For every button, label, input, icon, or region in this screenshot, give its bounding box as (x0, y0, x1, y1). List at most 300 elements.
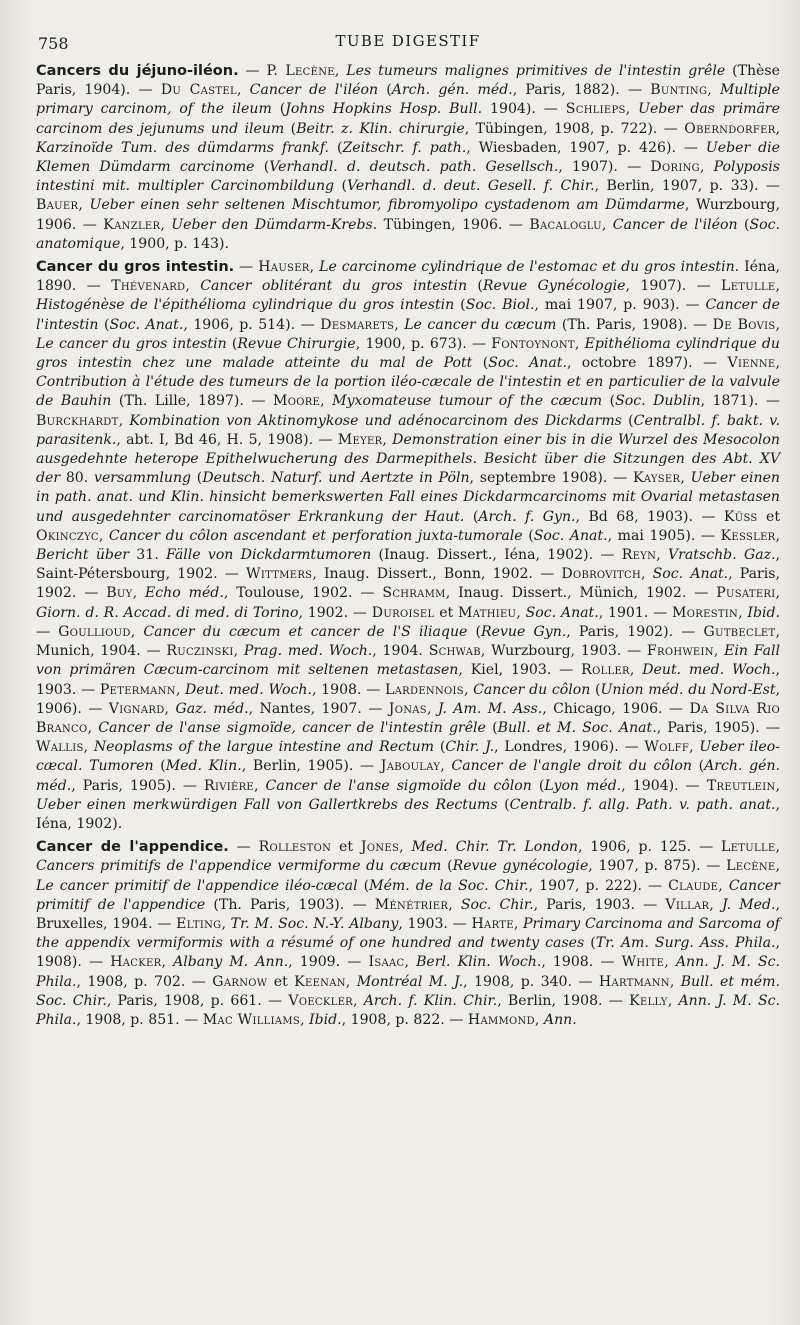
page-header (36, 28, 780, 62)
citation-text: , Kiel, 1903. — (458, 662, 582, 679)
citation-text: , Paris, 1905). — (656, 719, 781, 736)
citation-text: , 1904. (372, 643, 429, 660)
citation-title: Ueber die Klemen Dümdarm carcinome (36, 139, 781, 176)
citation-text: ( (737, 216, 750, 233)
author-name: Duroisel (371, 604, 435, 621)
citation-text: , Paris, 1905). — (71, 777, 205, 794)
citation-title: Arch. gén. méd. (391, 82, 513, 99)
author-name: Da Silva Rio Branco (36, 700, 780, 736)
author-name: Elting (176, 915, 222, 932)
author-name: Schramm (382, 585, 446, 602)
citation-text: , Bd 68, 1903). — (575, 508, 724, 525)
author-name: Thévenard (111, 278, 186, 295)
citation-title: Ibid. (309, 1011, 342, 1028)
citation-text: , 1908). — (36, 935, 780, 971)
citation-text: , 1903. — (36, 662, 781, 698)
citation-text: ( (485, 719, 498, 736)
citation-title: Revue gynécologie (452, 858, 589, 875)
citation-title: Verhandl. d. deut. Gesell. f. Chir. (346, 178, 595, 195)
citation-text: , (534, 1011, 544, 1028)
citation-title: Cancer de l'anse sigmoïde du côlon (265, 777, 532, 794)
author-name: Isaac (368, 954, 405, 971)
citation-text: , 1908, p. 822. — (341, 1011, 468, 1028)
citation-text: , 1906, p. 125. — (577, 839, 722, 856)
citation-text: , (353, 992, 364, 1009)
citation-title: Arch. gén. méd. (36, 758, 781, 794)
citation-text: , Wiesbaden, 1907, p. 426). — (466, 139, 706, 156)
author-name: Schlieps (565, 101, 626, 118)
citation-text: , (185, 278, 201, 295)
citation-text: ( (602, 393, 616, 410)
section-title: Cancers du jéjuno-iléon. (36, 63, 239, 79)
citation-text: (Th. Lille, 1897). — (111, 393, 273, 410)
citation-title: Soc. Anat. (533, 527, 608, 544)
author-name: Moore (272, 393, 321, 410)
citation-text: , (160, 216, 172, 233)
citation-title: Revue Gyn. (481, 623, 567, 640)
citation-text: , (667, 992, 679, 1009)
author-name: Kessler (720, 527, 776, 544)
citation-text: (Th. Paris, 1908). — (556, 316, 713, 333)
citation-title: Ueber einen merkwürdigen Fall von Gallertkrebs des Rectums (36, 796, 498, 813)
citation-text: ( (271, 101, 286, 118)
author-name: De Bovis (712, 316, 776, 333)
author-name: Bacaloglu (529, 216, 602, 233)
citation-title: Cancer de l'angle droit du côlon (451, 758, 692, 775)
citation-text: , septembre 1908). — (469, 470, 633, 487)
author-name: Kanzler (103, 216, 161, 233)
citation-text: , (394, 316, 405, 333)
author-name: Keenan (294, 973, 346, 990)
citation-title: Prag. med. Woch. (243, 643, 373, 660)
citation-text: , (78, 197, 90, 214)
citation-title: Cancer de l'anse sigmoïde, cancer de l'intestin grêle (98, 719, 486, 736)
author-name: Ruczinski (166, 643, 234, 660)
citation-text: ( (434, 739, 446, 756)
citation-title: Giorn. d. R. Accad. di med. di Torino (36, 604, 299, 621)
author-name: Voeckler (288, 992, 354, 1009)
citation-text: , 1906). — (36, 681, 780, 717)
citation-text: , 1908. — (541, 954, 622, 971)
citation-text: — (234, 259, 259, 276)
citation-text: . Tübingen, 1906. — (372, 216, 530, 233)
citation-text: , (775, 839, 780, 856)
citation-title: Beitr. z. Klin. chirurgie (296, 120, 465, 137)
citation-title: Multiple primary carcinom, of the ileum (36, 82, 781, 118)
citation-title: Ein Fall von primären Cæcum-carcinom mit seltenen metastasen (36, 643, 780, 679)
author-name: Kayser (632, 470, 681, 487)
author-name: Reyn (621, 547, 657, 564)
citation-title: Soc. Anat. (488, 355, 567, 372)
citation-text: , (118, 412, 130, 429)
author-name: Mac Williams (202, 1011, 301, 1028)
citation-text: , (775, 858, 781, 875)
citation-title: Cancer de l'iléon (249, 82, 379, 99)
citation-text: , (300, 1011, 310, 1028)
citation-text: , 1907, p. 875). — (588, 858, 727, 875)
author-name: Schwab (428, 643, 481, 660)
author-name: Treutlein (706, 777, 776, 794)
citation-text: , (132, 585, 145, 602)
citation-text: , Paris, 1903. — (533, 896, 666, 913)
citation-title: Demonstration einer bis in die Wurzel des Mesocolon ausgedehnte heterope Epithelwucherung des Darmepithels. Besicht über die Sitzungen des Abt. XV der (36, 431, 780, 487)
citation-title: Polyposis intestini mit. multipler Carcinombildung (36, 159, 780, 195)
citation-text: ( (153, 758, 166, 775)
citation-text: , octobre 1897). — (566, 355, 728, 372)
citation-text: , (175, 681, 185, 698)
citation-text: , 1908. — (311, 681, 385, 698)
citation-text: (Th. Paris, 1903). — (205, 896, 375, 913)
citation-title: Med. Chir. Tr. London (411, 839, 578, 856)
citation-title: Med. Klin. (165, 758, 242, 775)
citation-text: 31. (129, 547, 166, 564)
citation-text: , (233, 643, 244, 660)
citation-title: Gaz. méd. (175, 700, 249, 717)
citation-text: , (574, 335, 585, 352)
citation-text: , (709, 896, 723, 913)
author-name: Morestin (672, 604, 739, 621)
citation-text: ( (497, 796, 510, 813)
citation-text: , (775, 278, 780, 295)
citation-text: ( (590, 681, 601, 698)
citation-title: Berl. Klin. Woch. (416, 954, 542, 971)
citation-title: Soc. Anat. (652, 566, 729, 583)
citation-title: Ann. J. M. Sc. Phila. (36, 954, 780, 990)
citation-title: Cancers primitifs de l'appendice vermiforme du cæcum (36, 858, 442, 875)
citation-text: , (440, 758, 452, 775)
citation-text: , (130, 623, 144, 640)
citation-text: , (516, 604, 526, 621)
citation-text: , (669, 973, 681, 990)
citation-text: ( (531, 777, 545, 794)
author-name: Jonas (388, 700, 427, 717)
citation-text: ( (584, 935, 596, 952)
citation-text: , Toulouse, 1902. — (223, 585, 383, 602)
author-name: Bunting (650, 82, 708, 99)
citation-title: Soc. Anat. (109, 316, 184, 333)
citation-text: ( (191, 470, 203, 487)
author-name: Meyer (337, 431, 383, 448)
author-name: Garnow (212, 973, 268, 990)
citation-text: 1904). — (482, 101, 566, 118)
author-name: Okinczyc (36, 527, 99, 544)
citation-text: , (680, 470, 691, 487)
citation-text: , 1907, p. 222). — (528, 877, 669, 894)
author-name: Wittmers (246, 566, 313, 583)
citation-text: ( (621, 412, 634, 429)
citation-text: et (757, 508, 781, 525)
citation-text: , Berlin, 1905). — (241, 758, 381, 775)
citation-text: , (664, 954, 676, 971)
author-name: Frohwein (646, 643, 714, 660)
author-name: Pusateri (716, 585, 776, 602)
author-name: Hartmann (598, 973, 670, 990)
author-name: Burckhardt (36, 412, 119, 429)
citation-title: Montréal M. J. (356, 973, 464, 990)
page-number: 758 (38, 34, 69, 53)
citation-title: Histogénèse de l'épithélioma cylindrique du gros intestin (36, 297, 455, 314)
citation-text: , (689, 739, 700, 756)
citation-text: ( (691, 758, 705, 775)
citation-text: , 1903. — (398, 915, 472, 932)
citation-text: , (345, 973, 357, 990)
author-name: Rivière (204, 777, 254, 794)
citation-text: ( (467, 623, 482, 640)
citation-text: , (87, 719, 99, 736)
citation-text: , (775, 316, 780, 333)
citation-text: , Inaug. Dissert., Münich, 1902. — (445, 585, 717, 602)
citation-text: et (267, 973, 295, 990)
citation-text: , (320, 393, 333, 410)
citation-title: J. Med. (722, 896, 776, 913)
author-name: Lecène (726, 858, 776, 875)
citation-title: J. Am. M. Ass. (437, 700, 543, 717)
author-name: Desmarets (320, 316, 395, 333)
citation-title: Ann. J. M. Sc. Phila. (36, 992, 780, 1028)
citation-text: , 1908, p. 702. — (76, 973, 213, 990)
citation-text: , 1907). — (558, 159, 651, 176)
citation-text: — (228, 839, 259, 856)
citation-title: Soc. anatomique (36, 216, 780, 252)
citation-text: ( (98, 316, 110, 333)
author-name: Du Castel (160, 82, 237, 99)
citation-text: ( (522, 527, 534, 544)
citation-title: Karzinoïde Tum. des dümdarms frankf. (36, 139, 330, 156)
author-name: Vignard (108, 700, 165, 717)
citation-title: Contribution à l'étude des tumeurs de la portion iléo-cæcale de l'intestin et en particulier de la valvule de Bauhin (36, 374, 780, 410)
citation-title: Union méd. du Nord-Est (600, 681, 776, 698)
author-name: Gutbeclet (703, 623, 776, 640)
author-name: Harte (471, 915, 514, 932)
citation-title: Bericht über (36, 547, 130, 564)
citation-title: Bull. et mém. Soc. Chir. (36, 973, 780, 1009)
citation-text: 80. (60, 470, 94, 487)
citation-text: , (98, 527, 109, 544)
citation-text: , (161, 954, 174, 971)
section-title: Cancer du gros intestin. (36, 259, 235, 276)
citation-text: , 1900, p. 143). (120, 235, 229, 252)
citation-text: et (331, 839, 361, 856)
citation-text: , (699, 159, 714, 176)
citation-text: (Thèse Paris, 1904). — (36, 63, 780, 99)
citation-title: Ueber den Dümdarm-Krebs (171, 216, 373, 233)
citation-title: Ueber einen in path. anat. und Klin. hinsicht bemerkswerten Fall eines Dickdarmcarcinoms mit Ovarial metastasen und ausgedehnter carcinomatöser Erkrankung der Haut. (36, 470, 780, 525)
citation-text: ( (464, 508, 479, 525)
citation-title: Ueber ileo-cæcal. Tumoren (36, 739, 781, 775)
citation-title: Soc. Dublin (615, 393, 701, 410)
citation-title: Deut. med. Woch. (642, 662, 776, 679)
citation-title: Revue Gynécologie (482, 278, 626, 295)
citation-text: , (83, 739, 94, 756)
citation-title: Le cancer du cæcum (404, 316, 557, 333)
citation-text: , (448, 896, 461, 913)
citation-text: , (738, 604, 748, 621)
citation-text: , Wurzbourg, 1903. — (480, 643, 647, 660)
author-name: Hammond (467, 1011, 535, 1028)
citation-text: , mai 1905). — (607, 527, 721, 544)
author-name: Ménétrier (374, 896, 449, 913)
citation-title: Ueber einen sehr seltenen Mischtumor, fibromyolipo cystadenom am Dümdarme (89, 197, 685, 214)
citation-text: , 1902. — (298, 604, 372, 621)
citation-text: ( (467, 278, 483, 295)
citation-text: , (775, 777, 780, 794)
citation-text: ( (357, 877, 370, 894)
citation-text: , (718, 877, 729, 894)
citation-text: — (238, 63, 267, 79)
citation-title: Soc. Chir. (460, 896, 534, 913)
citation-title: Cancer du cæcum et cancer de l'S iliaque (143, 623, 468, 640)
citation-text: , abt. I, Bd 46, H. 5, 1908). — (116, 431, 338, 448)
section-title: Cancer de l'appendice. (36, 839, 229, 856)
author-name: Jones (360, 839, 400, 856)
citation-text: , (629, 662, 643, 679)
author-name: Doring (650, 159, 700, 176)
citation-text: , 1907). — (625, 278, 722, 295)
citation-title: Tr. Am. Surg. Ass. Phila. (595, 935, 776, 952)
author-name: Mathieu (458, 604, 517, 621)
citation-text: , (399, 839, 412, 856)
citation-text: , (236, 82, 250, 99)
citation-title: Centralbl. f. bakt. v. parasitenk. (36, 412, 780, 448)
citation-text: , (463, 681, 474, 698)
citation-title: Albany M. Ann. (173, 954, 289, 971)
citation-title: Lyon méd. (544, 777, 622, 794)
citation-text: , (775, 585, 780, 602)
citation-text: ( (284, 120, 297, 137)
citation-title: Cancer du côlon ascendant et perforation juxta-tumorale (108, 527, 523, 544)
citation-title: Primary Carcinoma and Sarcoma of the appendix vermiformis with a résumé of one hundred and twenty cases (36, 915, 780, 952)
citation-title: Ueber das primäre carcinom des jejunums und ileum (36, 101, 781, 137)
citation-text: , Munich, 1904. — (36, 623, 780, 660)
citation-text: ( (454, 297, 466, 314)
citation-title: Epithélioma cylindrique du gros intestin chez une malade atteinte du mal de Pott (36, 335, 781, 372)
citation-text: (Inaug. Dissert., Iéna, 1902). — (371, 547, 622, 564)
citation-text: , (601, 216, 613, 233)
citation-text: et (434, 604, 459, 621)
citation-title: Le cancer du gros intestin (36, 335, 227, 352)
citation-text: , 1909. — (288, 954, 369, 971)
citation-text: , Chicago, 1906. — (542, 700, 690, 717)
citation-text: , 1901. — (598, 604, 673, 621)
citation-text: , (707, 82, 720, 99)
citation-text: , 1871). — (700, 393, 780, 410)
citation-title: Cancer oblitérant du gros intestin (200, 278, 468, 295)
citation-title: Chir. J. (445, 739, 495, 756)
author-name: Petermann (99, 681, 176, 698)
citation-title: Ann. (543, 1011, 577, 1028)
citation-title: Vratschb. Gaz. (667, 547, 776, 564)
citation-text: , Berlin, 1907, p. 33). — (594, 178, 780, 195)
author-name: Goullioud (58, 623, 131, 640)
author-name: Roller (581, 662, 630, 679)
citation-text: , (309, 259, 320, 276)
citation-title: Le carcinome cylindrique de l'estomac et du gros intestin (319, 259, 735, 276)
citation-text: , Paris, 1902. — (36, 566, 781, 602)
citation-text: , Paris, 1882). — (512, 82, 651, 99)
citation-text: , Londres, 1906). — (494, 739, 645, 756)
citation-title: Myxomateuse tumour of the cæcum (332, 393, 603, 410)
citation-title: Cancer du côlon (473, 681, 591, 698)
citation-title: Arch. f. Gyn. (478, 508, 576, 525)
citation-text: , 1906, p. 514). — (183, 316, 321, 333)
citation-text: ( (378, 82, 392, 99)
citation-text: , 1908, p. 851. — (76, 1011, 203, 1028)
citation-text: , (775, 527, 780, 544)
citation-text: , mai 1907, p. 903). — (534, 297, 706, 314)
citation-text: , Nantes, 1907. — (248, 700, 389, 717)
citation-title: Neoplasms of the largue intestine and Rectum (93, 739, 435, 756)
citation-title: Deutsch. Naturf. und Aertzte in Pöln (202, 470, 470, 487)
citation-title: Echo méd. (144, 585, 224, 602)
section-jejuno-ileon (36, 62, 780, 254)
citation-text: , Inaug. Dissert., Bonn, 1902. — (312, 566, 562, 583)
citation-title: Cancer de l'iléon (612, 216, 738, 233)
citation-title: Mém. de la Soc. Chir. (369, 877, 529, 894)
citation-text: , Berlin, 1908. — (497, 992, 630, 1009)
citation-text: , (382, 431, 393, 448)
author-name: Hauser (258, 259, 310, 276)
citation-title: Johns Hopkins Hosp. Bull. (285, 101, 483, 118)
author-name: Claude (668, 877, 719, 894)
citation-text: , (775, 120, 781, 137)
citation-title: Deut. med. Woch. (185, 681, 312, 698)
citation-title: Verhandl. d. deutsch. path. Gesellsch. (269, 159, 559, 176)
author-name: Villar (665, 896, 710, 913)
citation-text: , Iéna, 1902). (36, 796, 781, 832)
citation-text: , (513, 915, 524, 932)
citation-title: Bull. et M. Soc. Anat. (497, 719, 657, 736)
citation-text: , (334, 63, 347, 79)
author-name: Jaboulay (380, 758, 441, 775)
citation-text: , 1900, p. 673). — (355, 335, 492, 352)
author-name: Kelly (629, 992, 668, 1009)
citation-text: , Tübingen, 1908, p. 722). — (464, 120, 685, 137)
citation-text: , Bruxelles, 1904. — (36, 896, 780, 932)
citation-title: Fälle von Dickdarmtumoren (166, 547, 372, 564)
author-name: White (621, 954, 665, 971)
citation-text: , 1904). — (621, 777, 707, 794)
author-name: Rolleston (258, 839, 332, 856)
citation-title: Les tumeurs malignes primitives de l'intestin grêle (346, 63, 726, 79)
author-name: Wolff (644, 739, 690, 756)
section-gros-intestin (36, 258, 780, 834)
citation-title: Kombination von Aktinomykose und adénocarcinom des Dickdarms (129, 412, 622, 429)
author-name: Vienne (727, 355, 776, 372)
author-name: Buy (106, 585, 133, 602)
citation-text: , (640, 566, 653, 583)
citation-text: ( (254, 159, 270, 176)
citation-text: , Paris, 1902). — (566, 623, 704, 640)
citation-title: Le cancer primitif de l'appendice iléo-cæcal (36, 877, 358, 894)
citation-title: Revue Chirurgie (237, 335, 356, 352)
citation-text: ( (226, 335, 238, 352)
citation-text: ( (472, 355, 489, 372)
author-name: Fontoynont (491, 335, 575, 352)
running-title: TUBE DIGESTIF (335, 32, 481, 50)
citation-text: ( (329, 139, 343, 156)
author-name: Letulle (721, 839, 776, 856)
citation-title: Ibid. (747, 604, 781, 621)
citation-text: , Paris, 1908, p. 661. — (106, 992, 289, 1009)
author-name: Dobrovitch (561, 566, 641, 583)
citation-text: , (221, 915, 231, 932)
citation-text: , (404, 954, 417, 971)
citation-text: , 1908, p. 340. — (463, 973, 599, 990)
citation-text: , Saint-Pétersbourg, 1902. — (36, 547, 780, 583)
citation-text: ( (334, 178, 347, 195)
section-appendice (36, 838, 780, 1030)
citation-text: , (775, 355, 781, 372)
